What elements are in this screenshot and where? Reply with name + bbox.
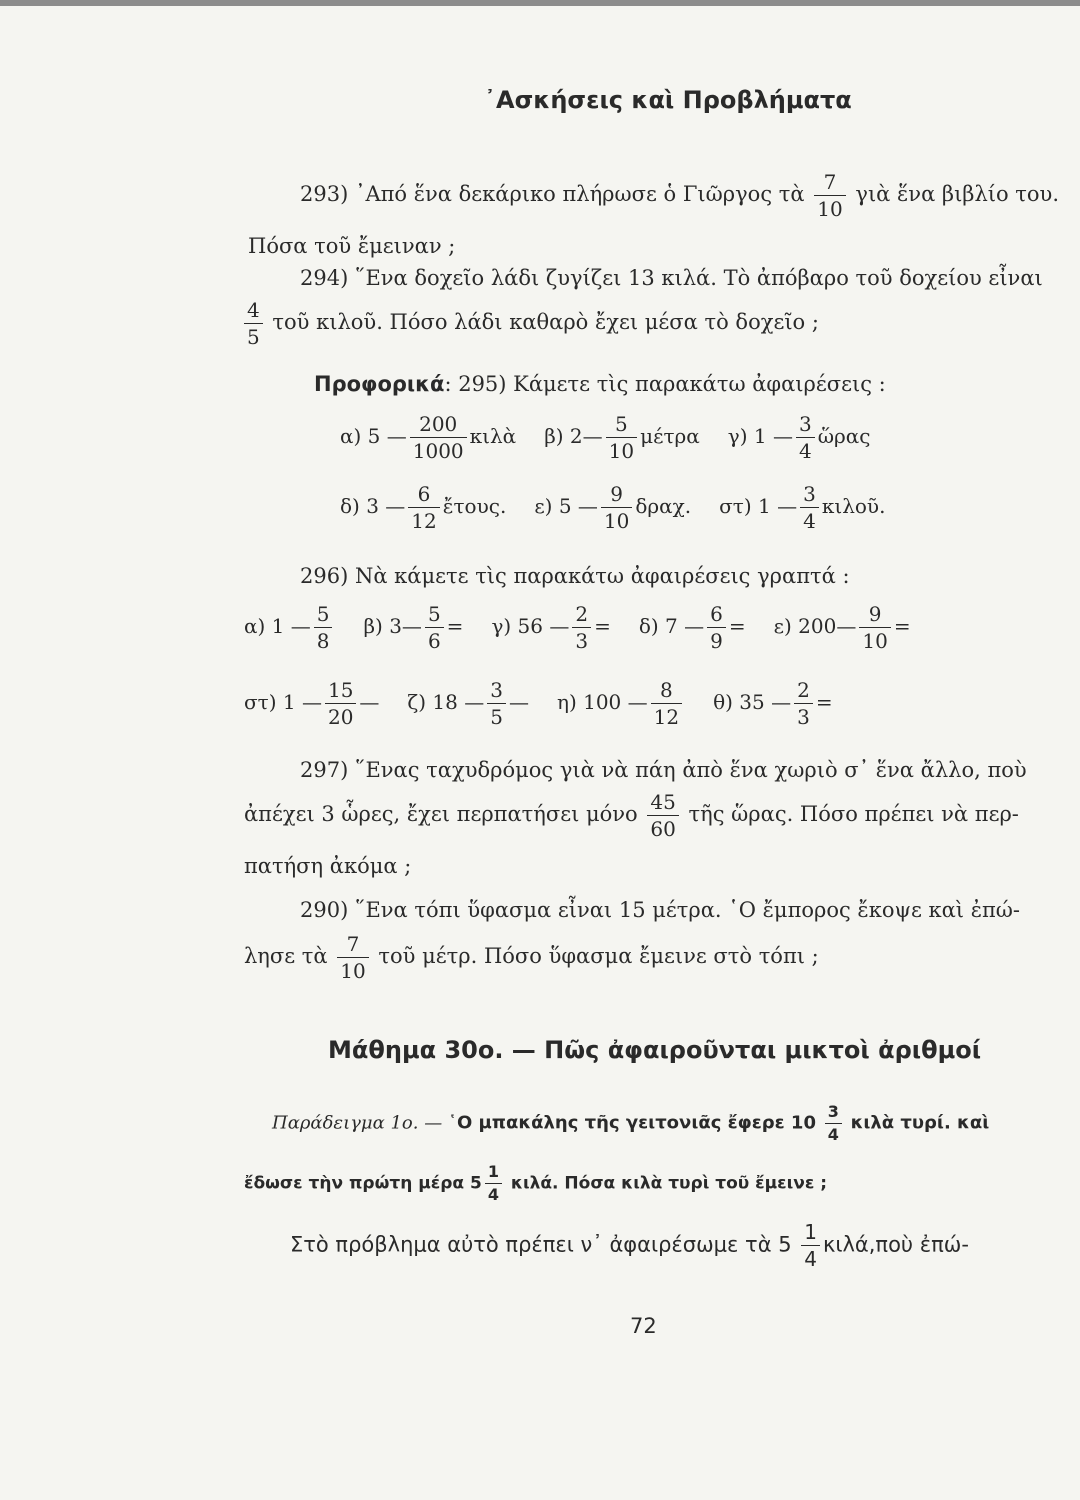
fraction-numerator: 1 — [804, 1220, 817, 1244]
exercise-suffix: ἔτους. — [442, 494, 507, 518]
fraction-denominator: 10 — [859, 627, 890, 651]
exercise-item — [244, 602, 335, 653]
exercise-item — [340, 412, 517, 463]
fraction — [814, 172, 845, 219]
problem-293-line2: Πόσα τοῦ ἔμειναν ; — [248, 234, 456, 258]
exercise-suffix: — — [359, 690, 380, 714]
fraction — [796, 414, 815, 461]
exercise-prefix: α) 5 — — [340, 424, 407, 448]
exercise-suffix: — — [508, 690, 529, 714]
fraction-numerator: 3 — [803, 482, 816, 506]
exercise-prefix: ε) 5 — — [534, 494, 598, 518]
example-text-e: Στὸ πρόβλημα αὐτὸ πρέπει ν᾿ ἀφαιρέσωμε τὰ 5 — [290, 1232, 792, 1257]
page-number: 72 — [630, 1314, 657, 1338]
fraction-denominator: 20 — [325, 703, 356, 727]
exercise-suffix: = — [893, 614, 911, 638]
fraction-numerator: 6 — [417, 482, 431, 506]
problem-298-text-b: τοῦ μέτρ. Πόσο ὕφασμα ἔμεινε στὸ τόπι ; — [378, 944, 819, 968]
example-line2 — [244, 1164, 827, 1203]
exercise-item — [491, 602, 611, 653]
fraction-denominator: 12 — [408, 507, 439, 531]
fraction — [244, 300, 263, 347]
fraction-denominator: 60 — [647, 815, 678, 839]
fraction-numerator: 2 — [797, 678, 810, 702]
fraction-numerator: 9 — [868, 602, 882, 626]
fraction — [425, 604, 444, 651]
scan-edge — [0, 0, 1080, 6]
problem-294-text: τοῦ κιλοῦ. Πόσο λάδι καθαρὸ ἔχει μέσα τὸ δοχεῖο ; — [272, 310, 819, 334]
fraction-numerator: 15 — [327, 678, 354, 702]
fraction — [859, 604, 890, 651]
exercise-item — [713, 678, 833, 729]
example-label: Παράδειγμα 1ο. — — [272, 1112, 443, 1134]
fraction — [800, 484, 819, 531]
exercise-prefix: β) 2— — [544, 424, 603, 448]
fraction-numerator: 5 — [316, 602, 330, 626]
fraction — [408, 484, 439, 531]
problem-295-intro — [314, 370, 886, 398]
exercise-prefix: στ) 1 — — [719, 494, 798, 518]
exercise-prefix: δ) 7 — — [638, 614, 705, 638]
problem-295-row2 — [340, 484, 913, 531]
fraction — [572, 604, 591, 651]
page-header-title: ᾿Ασκήσεις καὶ Προβλήματα — [484, 86, 852, 114]
problem-294: 294) ῞Ενα δοχεῖο λάδι ζυγίζει 13 κιλά. Τὸ ἀπόβαρο τοῦ δοχείου εἶναι — [300, 266, 1043, 290]
oral-label: Προφορικά — [314, 372, 445, 396]
fraction-numerator: 3 — [490, 678, 503, 702]
fraction — [651, 680, 682, 727]
exercise-prefix: γ) 1 — — [727, 424, 793, 448]
fraction — [606, 414, 637, 461]
fraction-denominator: 10 — [337, 957, 368, 981]
fraction-denominator: 3 — [794, 703, 813, 727]
problem-297-line3: πατήση ἀκόμα ; — [244, 854, 412, 878]
lesson-title: Μάθημα 30ο. — Πῶς ἀφαιροῦνται μικτοὶ ἀριθμοί — [328, 1036, 982, 1064]
fraction-denominator: 3 — [572, 627, 591, 651]
problem-293-text-a: 293) ᾿Από ἕνα δεκάρικο πλήρωσε ὁ Γιῶργος τὰ — [300, 182, 805, 206]
exercise-suffix: = — [728, 614, 746, 638]
fraction — [410, 414, 467, 461]
fraction — [825, 1104, 842, 1143]
exercise-item — [544, 412, 700, 463]
exercise-item — [363, 602, 464, 653]
problem-294-line2 — [244, 300, 819, 347]
exercise-prefix: β) 3— — [363, 614, 422, 638]
problem-297-text-b: τῆς ὥρας. Πόσο πρέπει νὰ περ- — [688, 802, 1019, 826]
exercise-prefix: ε) 200— — [773, 614, 857, 638]
example-line1 — [272, 1104, 989, 1143]
problem-296-row1 — [244, 604, 939, 651]
fraction-denominator: 8 — [314, 627, 333, 651]
exercise-suffix: δραχ. — [635, 494, 692, 518]
exercise-item — [638, 602, 746, 653]
exercise-suffix: κιλοῦ. — [821, 494, 886, 518]
fraction-denominator: 4 — [796, 437, 815, 461]
fraction-numerator: 8 — [660, 678, 673, 702]
fraction-denominator: 4 — [801, 1245, 820, 1269]
problem-297-line2 — [244, 792, 1019, 839]
exercise-item — [773, 602, 911, 653]
fraction-denominator: 4 — [825, 1123, 842, 1143]
fraction-denominator: 9 — [707, 627, 726, 651]
exercise-suffix: κιλὰ — [469, 424, 517, 448]
exercise-item — [556, 678, 685, 729]
problem-298: 290) ῞Ενα τόπι ὕφασμα εἶναι 15 μέτρα. ῾Ο ἔμπορος ἔκοψε καὶ ἐπώ- — [300, 898, 1020, 922]
fraction — [487, 680, 506, 727]
fraction-numerator: 2 — [575, 602, 589, 626]
problem-298-line2 — [244, 934, 819, 981]
exercise-suffix: = — [594, 614, 611, 638]
example-line3 — [290, 1222, 969, 1269]
fraction — [707, 604, 726, 651]
exercise-suffix: μέτρα — [640, 424, 700, 448]
exercise-prefix: θ) 35 — — [713, 690, 792, 714]
fraction-numerator: 5 — [615, 412, 628, 436]
fraction-numerator: 7 — [346, 932, 360, 956]
fraction-denominator: 4 — [485, 1183, 502, 1203]
example-text-b: κιλὰ τυρί. καὶ — [850, 1112, 990, 1134]
fraction — [337, 934, 368, 981]
fraction-numerator: 3 — [798, 412, 812, 436]
exercise-prefix: στ) 1 — — [244, 690, 322, 714]
fraction-denominator: 5 — [244, 323, 263, 347]
problem-293-text-b: γιὰ ἕνα βιβλίο του. — [855, 182, 1060, 206]
fraction-denominator: 6 — [425, 627, 444, 651]
problem-295-row1 — [340, 414, 899, 461]
fraction — [601, 484, 632, 531]
fraction-numerator: 3 — [827, 1102, 839, 1121]
problem-297-text-a: ἀπέχει 3 ὧρες, ἔχει περπατήσει μόνο — [244, 802, 638, 826]
exercise-item — [407, 678, 529, 729]
fraction-denominator: 10 — [814, 195, 845, 219]
fraction — [801, 1222, 820, 1269]
fraction-denominator: 4 — [800, 507, 819, 531]
fraction-denominator: 12 — [651, 703, 682, 727]
fraction — [485, 1164, 502, 1203]
exercise-item — [244, 678, 380, 729]
example-text-d: κιλά. Πόσα κιλὰ τυρὶ τοῦ ἔμεινε ; — [510, 1173, 827, 1194]
example-text-a: ῾Ο μπακάλης τῆς γειτονιᾶς ἔφερε 10 — [447, 1112, 816, 1134]
exercise-prefix: δ) 3 — — [340, 494, 406, 518]
fraction-numerator: 6 — [710, 602, 723, 626]
fraction — [794, 680, 813, 727]
example-text-f: κιλά,ποὺ ἐπώ- — [823, 1232, 969, 1257]
exercise-suffix: = — [446, 614, 464, 638]
problem-296-intro: 296) Νὰ κάμετε τὶς παρακάτω ἀφαιρέσεις γραπτά : — [300, 564, 850, 588]
problem-295-text: : 295) Κάμετε τὶς παρακάτω ἀφαιρέσεις : — [444, 372, 886, 396]
problem-297: 297) ῞Ενας ταχυδρόμος γιὰ νὰ πάη ἀπὸ ἕνα χωριὸ σ᾿ ἕνα ἄλλο, ποὺ — [300, 758, 1027, 782]
fraction — [314, 604, 333, 651]
fraction-numerator: 7 — [823, 170, 837, 194]
problem-298-text-a: λησε τὰ — [244, 944, 328, 968]
fraction-numerator: 200 — [419, 412, 458, 436]
exercise-prefix: α) 1 — — [244, 614, 311, 638]
example-text-c: ἔδωσε τὴν πρώτη μέρα 5 — [244, 1173, 482, 1194]
fraction-numerator: 1 — [487, 1162, 499, 1181]
fraction-denominator: 1000 — [410, 437, 467, 461]
exercise-suffix: ὥρας — [817, 424, 871, 448]
fraction-numerator: 9 — [610, 482, 624, 506]
fraction — [325, 680, 356, 727]
exercise-item — [719, 482, 886, 533]
fraction-denominator: 10 — [601, 507, 632, 531]
exercise-item — [340, 482, 507, 533]
exercise-prefix: η) 100 — — [556, 690, 648, 714]
exercise-item — [534, 482, 692, 533]
fraction — [647, 792, 678, 839]
exercise-prefix: γ) 56 — — [491, 614, 570, 638]
fraction-denominator: 5 — [487, 703, 506, 727]
exercise-item — [727, 412, 871, 463]
exercise-prefix: ζ) 18 — — [407, 690, 485, 714]
fraction-numerator: 4 — [247, 298, 260, 322]
exercise-suffix: = — [815, 690, 833, 714]
fraction-numerator: 45 — [650, 790, 676, 814]
problem-293 — [300, 172, 1059, 219]
fraction-numerator: 5 — [427, 602, 441, 626]
problem-296-row2 — [244, 680, 861, 727]
fraction-denominator: 10 — [606, 437, 637, 461]
